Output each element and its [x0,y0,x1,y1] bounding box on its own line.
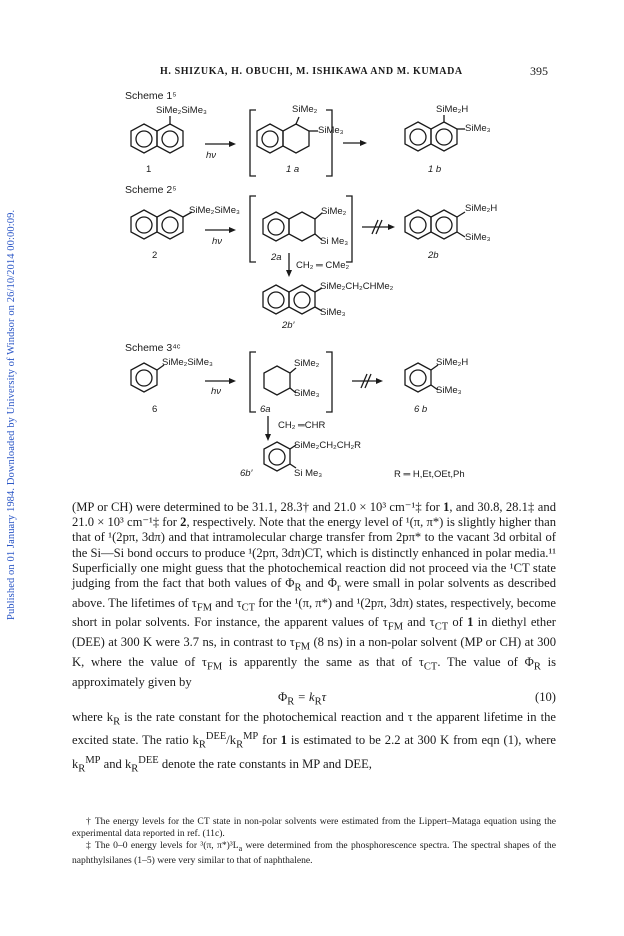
scheme2-adduct-2b-prime [263,285,322,314]
scheme3-label-product: 6 b [414,404,428,415]
equation-expression: $\Phi_R = k_R\tau$ [278,689,327,708]
scheme3-adduct-top: SiMe₂CH₂CH₂R [294,440,362,451]
page-number: 395 [530,64,548,78]
download-stamp-text: Published on 01 January 1984. Downloaded by University of Windsor on 26/10/2014 00:00:09. [6,209,17,620]
scheme2-product-bottom: SiMe₃ [465,232,491,243]
scheme1-naphthalene-1 [131,116,183,153]
scheme2-product-top: SiMe₂H [465,203,498,214]
scheme1-intermediate-side: SiMe₃ [318,125,344,136]
equation-number: (10) [535,689,556,704]
scheme3-title: Scheme 3⁴ᶜ [125,342,181,354]
scheme3-intermediate-6a [250,352,332,412]
scheme3-intermediate-bottom: SiMe₃ [294,388,320,399]
footnote-dagger: † The energy levels for the CT state in non-polar solvents were estimated from the Lippert–Mataga equation using the experimental data reported in ref. (11c). [72,816,556,839]
scheme1-intermediate-top: SiMe₂ [292,104,318,115]
scheme1-product-1b [405,115,465,151]
scheme3-reactant-group: SiMe₂SiMe₃ [162,357,213,368]
scheme3-product-top: SiMe₂H [436,357,469,368]
scheme1-product-side: SiMe₃ [465,123,491,134]
article-body [72,500,556,777]
scheme3-benzene-6 [131,363,164,392]
scheme3-hv: hν [211,386,222,397]
equation-10 [72,690,556,710]
scheme3-product-6b [405,363,438,392]
scheme3-adduct-6b-prime [264,442,296,471]
paragraph-2: where $k_R$ is the rate constant for the photochemical reaction and τ the apparent lifetime in the excited state. The ratio $k_R^{DEE}/k_R^{MP}$ for 1 is estimated to be 2.2 at 300 K from eqn (1), where $k_R^{MP}$ and $k_R^{DEE}$ denote the rate constants in MP and DEE, [72,709,557,775]
scheme1-label-reactant: 1 [146,164,152,175]
footnotes [72,816,556,867]
scheme1-hv: hν [206,150,217,161]
scheme3-r-definition: R ═ H,Et,OEt,Ph [394,469,465,480]
footnote-double-dagger: ‡ The 0–0 energy levels for ³(π, $\pi*)^3L_a$ were determined from the phosphorescence spectra. The spectral shapes of the naphthylsilanes (1–5) were very similar to that of naphthalene. [72,840,556,866]
scheme2-product-2b [405,210,465,239]
scheme3-intermediate-top: SiMe₂ [294,358,320,369]
paragraph-1: (MP or CH) were determined to be 31.1, 28.3† and 21.0 × 10³ cm⁻¹‡ for 1, and 30.8, 28.1‡ and 21.0 × 10³ cm⁻¹‡ for 2, respectively. Note that the energy level of ¹(π, π*) is slightly higher than that of ¹(2pπ, 3dπ) and that intramolecular charge transfer from 2pπ* to the vacant 3d orbital of the Si—Si bond occurs to produce ¹(2pπ, 3dπ)CT, which is distinctly enhanced in polar media.¹¹ Superficially one might guess that the photochemical reaction did not proceed via the ¹CT state judging from the fact that both values of $\Phi_R$ and $\Phi_r$ were small in polar solvents as described above. The lifetimes of $\tau_{FM}$ and $\tau_{CT}$ for the ¹(π, π*) and ¹(2pπ, 3dπ) states, respectively, become short in polar solvents. For instance, the apparent values of $\tau_{FM}$ and $\tau_{CT}$ of 1 in diethyl ether (DEE) at 300 K were 3.7 ns, in contrast to $\tau_{FM}$ (8 ns) in a non-polar solvent (MP or CH) at 300 K, where the value of $\tau_{FM}$ is apparently the same as that of $\tau_{CT}$. The value of $\Phi_R$ is approximately given by [72,500,557,689]
scheme3-label-adduct: 6b′ [240,468,253,479]
scheme2-naphthalene-2 [131,210,192,239]
scheme1-reactant-group: SiMe₂SiMe₃ [156,105,207,116]
scheme2-title: Scheme 2⁵ [125,184,177,196]
scheme2-reagent: CH₂ ═ CMe₂ [296,260,350,271]
scheme2-no-reaction-arrow [362,220,395,234]
scheme1-product-top: SiMe₂H [436,104,469,115]
scheme2-label-intermediate: 2a [271,252,282,263]
scheme1-label-product: 1 b [428,164,442,175]
scheme3-adduct-bottom: Si Me₃ [294,468,323,479]
scheme3-no-reaction-arrow [352,374,383,388]
scheme2-intermediate-bottom: Si Me₃ [320,236,349,247]
scheme3-reagent: CH₂ ═CHR [278,420,326,431]
scheme2-intermediate-top: SiMe₂ [321,206,347,217]
scheme3-label-reactant: 6 [152,404,158,415]
scheme2-hv: hν [212,236,223,247]
running-header: H. SHIZUKA, H. OBUCHI, M. ISHIKAWA AND M. KUMADA [160,66,463,77]
scheme2-reactant-group: SiMe₂SiMe₃ [189,205,240,216]
scheme2-adduct-bottom: SiMe₃ [320,307,346,318]
scheme2-adduct-top: SiMe₂CH₂CHMe₂ [320,281,394,292]
scheme3-product-bottom: SiMe₃ [436,385,462,396]
scheme2-label-adduct: 2b′ [282,320,295,331]
scheme3-label-intermediate: 6a [260,404,271,415]
scheme2-label-product: 2b [428,250,439,261]
scheme1-label-intermediate: 1 a [286,164,300,175]
scheme1-title: Scheme 1⁵ [125,90,177,102]
scheme2-label-reactant: 2 [152,250,158,261]
